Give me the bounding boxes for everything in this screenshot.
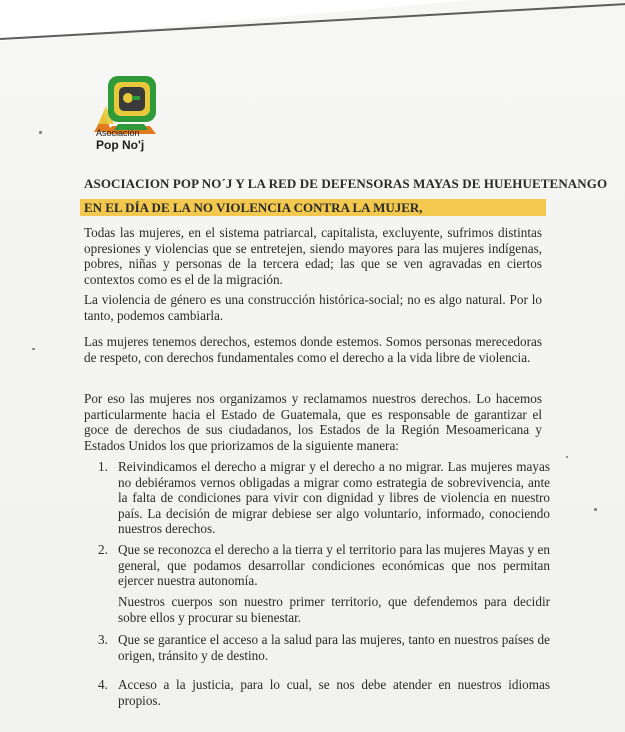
list-item <box>98 459 550 537</box>
list-item <box>98 677 550 708</box>
paper-edge <box>0 0 625 46</box>
list-number: 2. <box>98 542 108 557</box>
list-number: 1. <box>98 459 108 474</box>
scan-speck <box>32 348 35 350</box>
scan-speck <box>39 131 42 134</box>
logo-subtitle: Pop No'j <box>96 138 145 152</box>
list-text: Que se reconozca el derecho a la tierra y el territorio para las mujeres Mayas y en general, que podamos desarrollar condiciones económicas que nos permitan ejercer nuestra autonomía. <box>118 542 550 588</box>
list-item <box>98 632 550 663</box>
scan-speck <box>566 456 568 458</box>
paragraph-2: La violencia de género es una construcción histórica-social; no es algo natural. Por lo tanto, podemos cambiarla. <box>84 292 542 323</box>
logo-name: Asociación <box>96 128 140 138</box>
list-item-2-followup: Nuestros cuerpos son nuestro primer territorio, que defendemos para decidir sobre ellos y procurar su bienestar. <box>118 594 550 625</box>
bleed-through <box>166 128 169 140</box>
paragraph-4: Por eso las mujeres nos organizamos y reclamamos nuestros derechos. Lo hacemos particularmente hacia el Estado de Guatemala, que es responsable de garantizar el goce de derechos de sus ciudadanos, los Estados de la Región Mesoamericana y Estados Unidos los que priorizamos de la siguiente manera: <box>84 391 542 453</box>
list-number: 3. <box>98 632 108 647</box>
list-text: Acceso a la justicia, para lo cual, se nos debe atender en nuestros idiomas propios. <box>118 677 550 708</box>
list-item <box>98 542 550 589</box>
list-text: Reivindicamos el derecho a migrar y el derecho a no migrar. Las mujeres mayas no debiéramos vernos obligadas a migrar como estrategia de sobrevivencia, ante la falta de condiciones para vivir con dignidad y libres de violencia en nuestro país. La decisión de migrar debiese ser algo voluntario, informado, conociendo nuestros derechos. <box>118 459 550 536</box>
list-number: 4. <box>98 677 108 692</box>
paragraph-3: Las mujeres tenemos derechos, estemos donde estemos. Somos personas merecedoras de respeto, con derechos fundamentales como el derecho a la vida libre de violencia. <box>84 334 542 365</box>
scan-speck <box>594 508 597 511</box>
paragraph-1: Todas las mujeres, en el sistema patriarcal, capitalista, excluyente, sufrimos distintas opresiones y violencias que se entretejen, siendo mayores para las mujeres indígenas, pobres, niñas y personas de la tercera edad; las que se ven agravadas en ciertos contextos como es el de la migración. <box>84 225 542 287</box>
logo-text <box>96 128 144 152</box>
list-text: Que se garantice el acceso a la salud para las mujeres, tanto en nuestros países de origen, tránsito y de destino. <box>118 632 550 663</box>
document-subheading: EN EL DÍA DE LA NO VIOLENCIA CONTRA LA MUJER, <box>84 200 423 215</box>
document-heading: ASOCIACION POP NO´J Y LA RED DE DEFENSORAS MAYAS DE HUEHUETENANGO <box>84 176 608 191</box>
